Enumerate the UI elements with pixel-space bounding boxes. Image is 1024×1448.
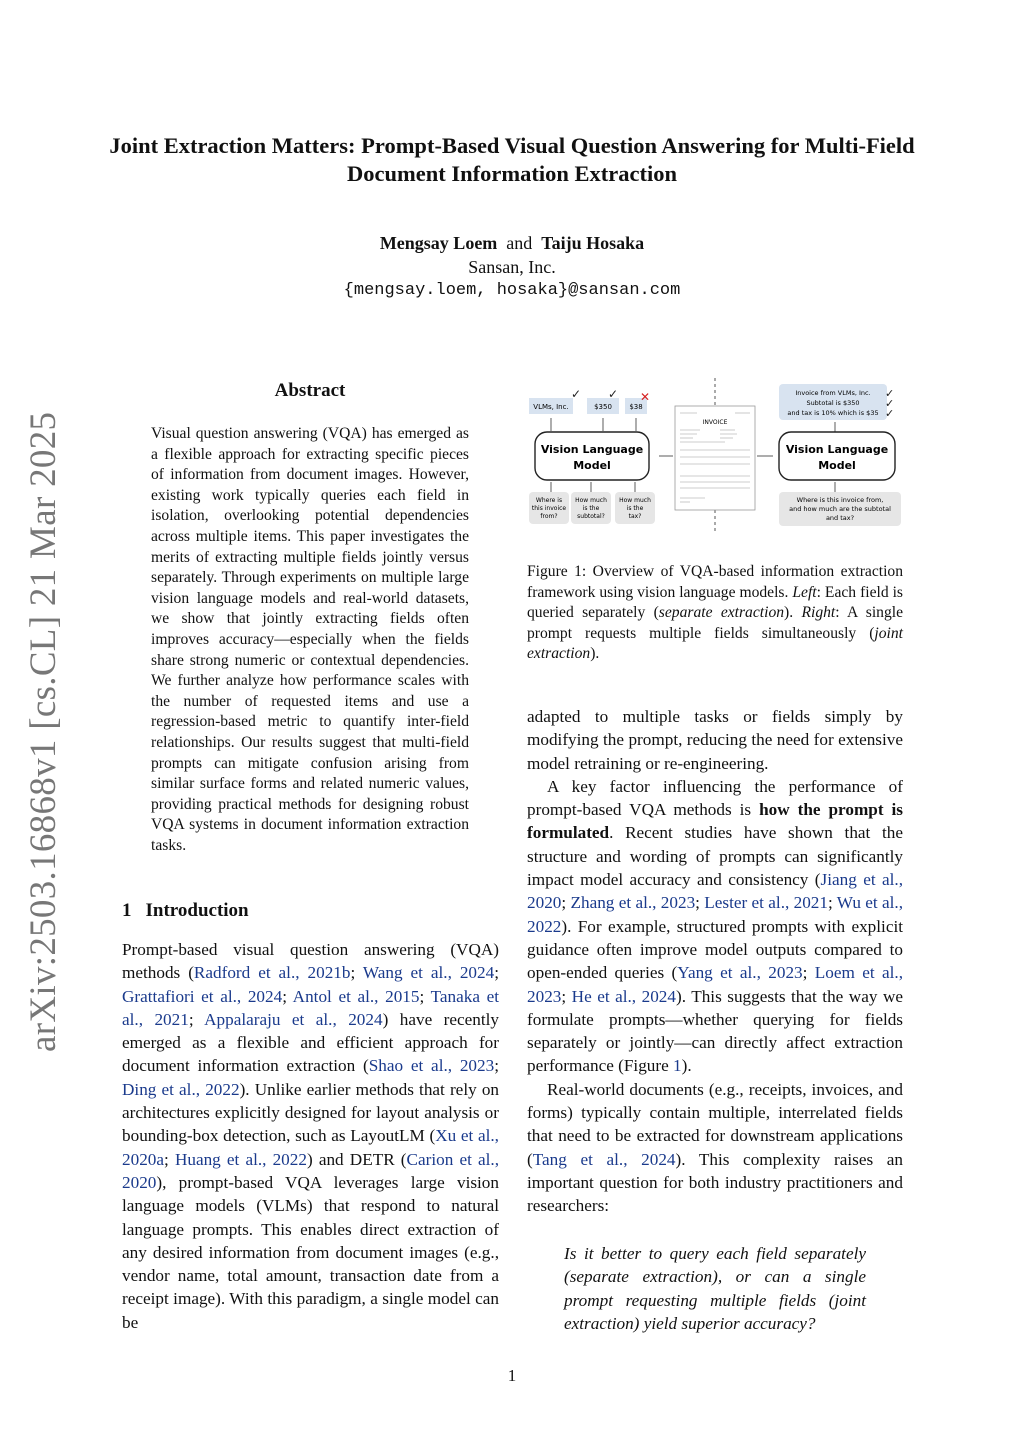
check-icon: ✓: [608, 387, 619, 401]
citation[interactable]: Wang et al., 2024: [362, 963, 495, 983]
citation[interactable]: Zhang et al., 2023: [570, 893, 696, 913]
svg-text:and tax?: and tax?: [825, 514, 855, 522]
citation[interactable]: Ding et al., 2022: [122, 1079, 240, 1099]
check-icon: ✓: [885, 397, 895, 410]
figure-1: [525, 376, 905, 536]
author-1: Mengsay Loem: [379, 233, 498, 253]
svg-text:is the: is the: [626, 505, 644, 512]
paper-title: Joint Extraction Matters: Prompt-Based Visual Question Answering for Multi-Field Document Information Extraction: [109, 133, 915, 186]
citation[interactable]: Grattafiori et al., 2024: [122, 986, 283, 1006]
svg-text:subtotal?: subtotal?: [577, 513, 605, 520]
model-label: Model: [818, 459, 856, 472]
answer-text: VLMs, Inc.: [533, 403, 569, 411]
check-icon: ✓: [885, 407, 895, 420]
answer-text: $38: [629, 403, 643, 411]
figure-reference[interactable]: 1: [673, 1056, 682, 1076]
citation[interactable]: Antol et al., 2015: [292, 986, 420, 1006]
citation[interactable]: Tang et al., 2024: [532, 1149, 676, 1169]
section-title: Introduction: [145, 900, 249, 921]
svg-text:tax?: tax?: [628, 513, 642, 520]
abstract-heading: Abstract: [274, 380, 346, 401]
svg-text:Invoice from VLMs, Inc.: Invoice from VLMs, Inc.: [795, 389, 871, 397]
figure-1-caption: Figure 1: Overview of VQA-based information extraction framework using vision language models. Left: Each field is queried separately (separate extraction). Right: A single prompt requests multiple fields simultaneously (joint extraction).: [527, 563, 904, 663]
abstract-text: Visual question answering (VQA) has emerged as a flexible approach for extracting specific pieces of information from document images. However, existing work typically queries each field in isolation, overlooking potential dependencies across multiple items. This paper investigates the merits of extracting multiple fields jointly versus separately. Through experiments on multiple large vision language models and real-world datasets, we show that jointly extracting fields often improves accuracy—especially when the fields share strong numeric or contextual dependencies. We further analyze how performance scales with the number of requested items and use a regression-based metric to quantify inter-field relationships. Our results suggest that multi-field prompts can mitigate confusion arising from similar surface forms and related numeric values, providing practical methods for designing robust VQA systems in document information extraction tasks.: [151, 425, 469, 854]
citation[interactable]: Xu et al., 2020a: [122, 1126, 499, 1169]
invoice-title: INVOICE: [702, 419, 728, 426]
svg-text:from?: from?: [540, 513, 558, 520]
svg-text:Where is this invoice from,: Where is this invoice from,: [796, 496, 884, 504]
svg-text:is the: is the: [582, 505, 600, 512]
svg-text:and how much are the subtotal: and how much are the subtotal: [789, 505, 891, 513]
intro-left-column: [122, 938, 499, 1334]
citation[interactable]: Wu et al., 2022: [527, 893, 903, 936]
svg-text:How much: How much: [575, 497, 607, 504]
intro-paragraph-1: Prompt-based visual question answering (VQA) methods (Radford et al., 2021b; Wang et al., 2024; Grattafiori et al., 2024; Antol et al., 2015; Tanaka et al., 2021; Appalaraju et al., 2024) have recently emerged as a flexible and efficient approach for document information extraction (Shao et al., 2023; Ding et al., 2022). Unlike earlier methods that rely on architectures explicitly designed for layout analysis or bounding-box detection, such as LayoutLM (Xu et al., 2020a; Huang et al., 2022) and DETR (Carion et al., 2020), prompt-based VQA leverages large vision language models (VLMs) that respond to natural language prompts. This enables direct extraction of any desired information from document images (e.g., vendor name, total amount, transaction date from a receipt image). With this paradigm, a single model can be: [122, 940, 500, 1332]
answer-text: $350: [594, 403, 612, 411]
author-block: [0, 231, 1024, 303]
citation[interactable]: Huang et al., 2022: [174, 1149, 307, 1169]
research-question: Is it better to query each field separately (separate extraction), or can a single prompt requesting multiple fields (joint extraction) yield superior accuracy?: [564, 1244, 866, 1333]
intro-right-column: [527, 705, 903, 1218]
citation[interactable]: Loem et al., 2023: [527, 963, 903, 1006]
arxiv-stamp: arXiv:2503.16868v1 [cs.CL] 21 Mar 2025: [23, 411, 64, 1052]
intro-paragraph-4: Real-world documents (e.g., receipts, invoices, and forms) typically contain multiple, interrelated fields that need to be extracted for downstream applications (Tang et al., 2024). This complexity raises an important question for both industry practitioners and researchers:: [527, 1079, 904, 1216]
svg-text:Where is: Where is: [535, 497, 563, 504]
section-number: 1: [122, 900, 132, 921]
affiliation: Sansan, Inc.: [468, 257, 556, 277]
page-number: 1: [507, 1366, 517, 1385]
citation[interactable]: He et al., 2024: [571, 986, 676, 1006]
svg-text:and tax is 10% which is $35: and tax is 10% which is $35: [787, 409, 879, 417]
intro-paragraph-2: adapted to multiple tasks or fields simply by modifying the prompt, reducing the need for extensive model retraining or re-engineering.: [527, 707, 903, 773]
citation[interactable]: Radford et al., 2021b: [193, 963, 351, 983]
citation[interactable]: Shao et al., 2023: [368, 1056, 495, 1076]
model-box: [779, 432, 895, 480]
svg-text:Subtotal is $350: Subtotal is $350: [806, 399, 860, 407]
citation[interactable]: Appalaraju et al., 2024: [204, 1009, 383, 1029]
svg-text:this invoice: this invoice: [531, 505, 567, 512]
section-heading-introduction: [122, 900, 263, 922]
citation[interactable]: Carion et al., 2020: [122, 1149, 499, 1192]
check-icon: ✓: [571, 387, 582, 401]
citation[interactable]: Lester et al., 2021: [704, 893, 828, 913]
svg-text:How much: How much: [619, 497, 651, 504]
author-2: Taiju Hosaka: [541, 233, 645, 253]
intro-paragraph-3: A key factor influencing the performance of prompt-based VQA methods is how the prompt is formulated. Recent studies have shown that the structure and wording of prompts can significantly impact model accuracy and consistency (Jiang et al., 2020; Zhang et al., 2023; Lester et al., 2021; Wu et al., 2022). For example, structured prompts with explicit guidance often improve model outputs compared to open-ended queries (Yang et al., 2023; Loem et al., 2023; He et al., 2024). This suggests that the way we formulate prompts—whether querying for fields separately or jointly—can directly affect extraction performance (Figure 1).: [527, 776, 903, 1076]
model-box: [535, 432, 649, 480]
figure-1-diagram: [525, 376, 905, 536]
citation[interactable]: Yang et al., 2023: [677, 963, 803, 983]
author-conj: and: [506, 233, 533, 253]
author-email: {mengsay.loem, hosaka}@sansan.com: [343, 281, 681, 300]
model-label: Vision Language: [540, 443, 644, 456]
cross-icon: ✕: [640, 390, 651, 404]
citation[interactable]: Jiang et al., 2020: [527, 870, 903, 913]
check-icon: ✓: [885, 387, 895, 400]
model-label: Vision Language: [785, 443, 889, 456]
model-label: Model: [573, 459, 611, 472]
citation[interactable]: Tanaka et al., 2021: [122, 986, 500, 1029]
